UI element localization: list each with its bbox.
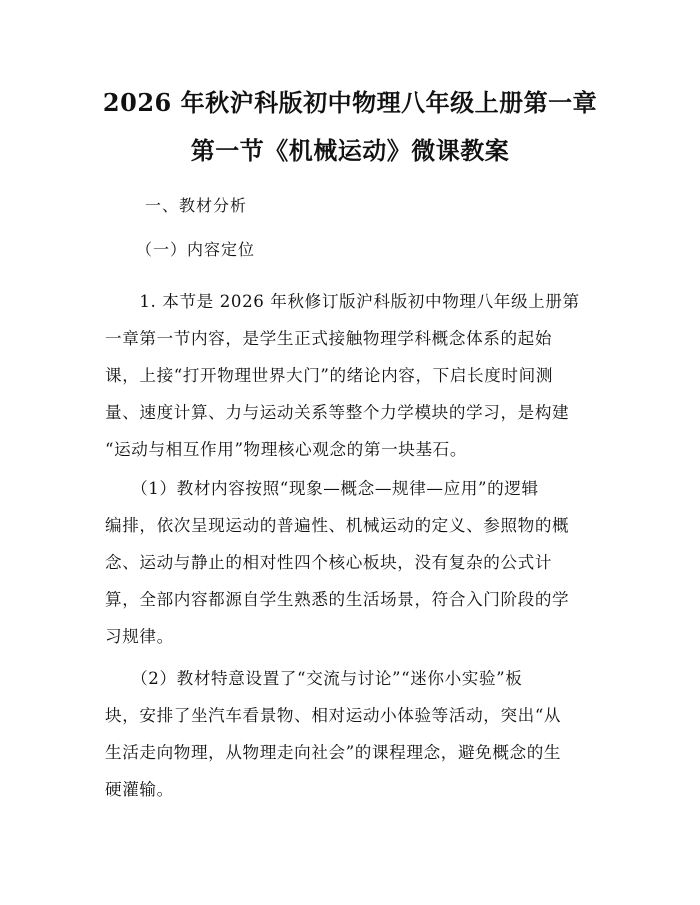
paragraph-line: 硬灌输。 — [105, 780, 174, 799]
paragraph-line: 习规律。 — [105, 627, 174, 646]
paragraph-line: 块，安排了坐汽车看景物、相对运动小体验等活动，突出“从 — [105, 706, 562, 725]
paragraph-2 — [105, 470, 595, 655]
paragraph-1 — [105, 283, 595, 468]
document-title-line-1: 2026 年秋沪科版初中物理八年级上册第一章 — [102, 88, 598, 117]
paragraph-line: 课，上接“打开物理世界大门”的绪论内容，下启长度时间测 — [105, 366, 554, 385]
paragraph-line: （1）教材内容按照“现象—概念—规律—应用”的逻辑 — [105, 479, 539, 498]
paragraph-line: 编排，依次呈现运动的普遍性、机械运动的定义、参照物的概 — [105, 516, 570, 535]
document-title-line-2: 第一节《机械运动》微课教案 — [190, 136, 510, 165]
paragraph-line: 算，全部内容都源自学生熟悉的生活场景，符合入门阶段的学 — [105, 590, 570, 609]
paragraph-line: 生活走向物理，从物理走向社会”的课程理念，避免概念的生 — [105, 743, 562, 762]
paragraph-line: 念、运动与静止的相对性四个核心板块，没有复杂的公式计 — [105, 553, 553, 572]
subsection-heading: （一）内容定位 — [136, 240, 256, 259]
paragraph-line: （2）教材特意设置了“交流与讨论”“迷你小实验”板 — [105, 669, 523, 688]
paragraph-line: 1. 本节是 2026 年秋修订版沪科版初中物理八年级上册第 — [105, 292, 580, 311]
paragraph-line: 一章第一节内容，是学生正式接触物理学科概念体系的起始 — [105, 329, 553, 348]
paragraph-line: 量、速度计算、力与运动关系等整个力学模块的学习，是构建 — [105, 403, 570, 422]
paragraph-3 — [105, 660, 595, 808]
paragraph-line: “运动与相互作用”物理核心观念的第一块基石。 — [105, 440, 468, 459]
section-heading: 一、教材分析 — [145, 196, 248, 215]
